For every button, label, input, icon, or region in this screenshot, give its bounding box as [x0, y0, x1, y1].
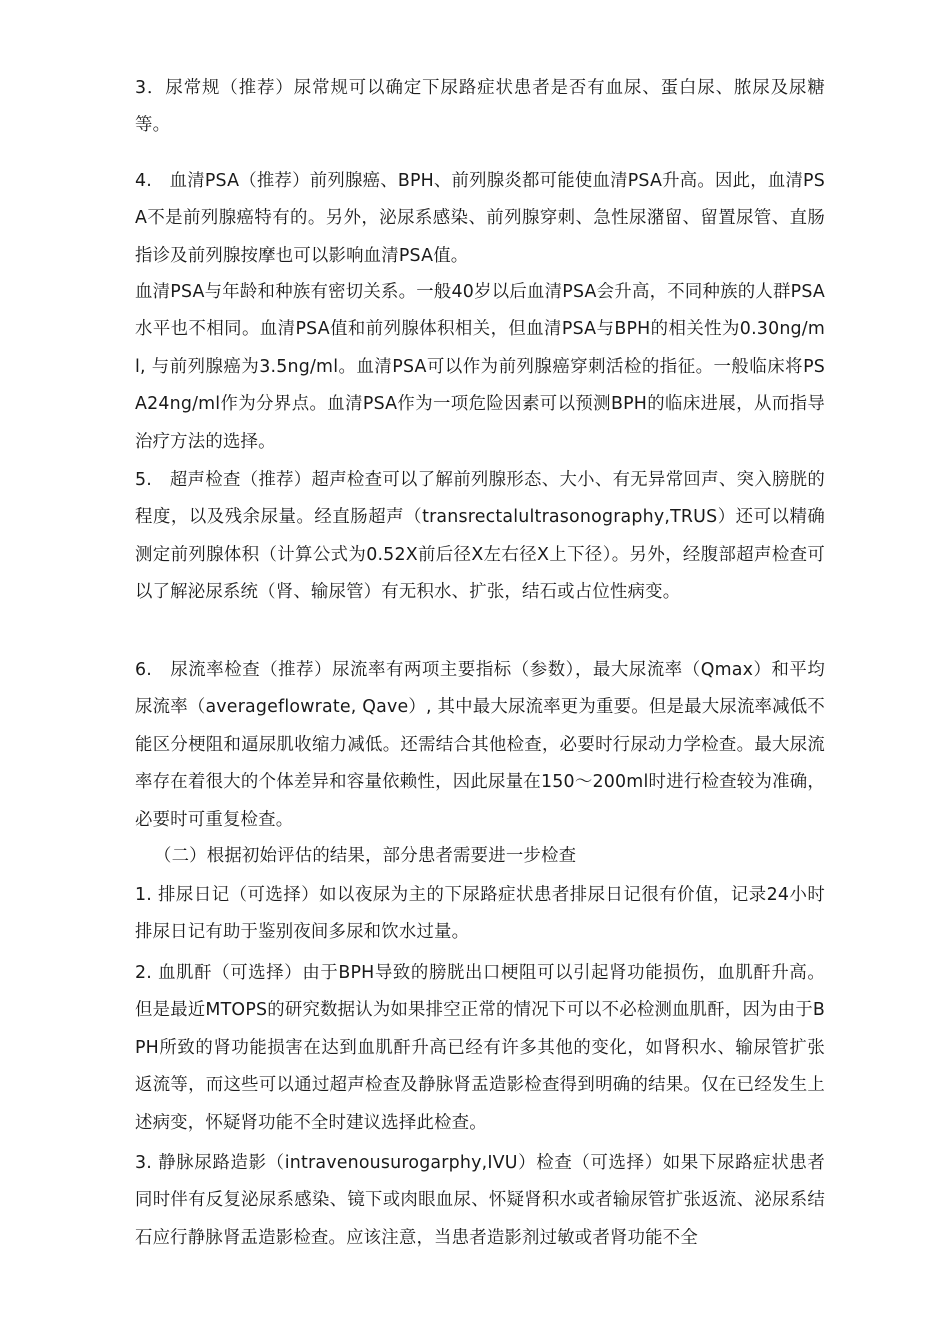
paragraph-ivu: 3. 静脉尿路造影（intravenousurogarphy,IVU）检查（可选择）如果下尿路症状患者同时伴有反复泌尿系感染、镜下或肉眼血尿、怀疑肾积水或者输尿管扩张返流、泌尿系结石应行静脉肾盂造影检查。应该注意，当患者造影剂过敏或者肾功能不全	[135, 1153, 825, 1248]
paragraph-psa-age-race: 血清PSA与年龄和种族有密切关系。一般40岁以后血清PSA会升高，不同种族的人群PSA水平也不相同。血清PSA值和前列腺体积相关，但血清PSA与BPH的相关性为0.30ng/ml, 与前列腺癌为3.5ng/ml。血清PSA可以作为前列腺癌穿刺活检的指征。一般临床将PSA24ng/ml作为分界点。血清PSA作为一项危险因素可以预测BPH的临床进展，从而指导治疗方法的选择。	[135, 282, 825, 452]
section-heading-further-exams: （二）根据初始评估的结果，部分患者需要进一步检查	[154, 846, 577, 866]
paragraph-serum-creatinine: 2. 血肌酐（可选择）由于BPH导致的膀胱出口梗阻可以引起肾功能损伤，血肌酐升高。但是最近MTOPS的研究数据认为如果排空正常的情况下可以不必检测血肌酐，因为由于BPH所致的肾功能损害在达到血肌酐升高已经有许多其他的变化，如肾积水、输尿管扩张返流等，而这些可以通过超声检查及静脉肾盂造影检查得到明确的结果。仅在已经发生上述病变，怀疑肾功能不全时建议选择此检查。	[135, 963, 825, 1133]
paragraph-uroflowmetry: 6. 尿流率检查（推荐）尿流率有两项主要指标（参数），最大尿流率（Qmax）和平均尿流率（averageflowrate, Qave）, 其中最大尿流率更为重要。但是最大尿流率减低不能区分梗阻和逼尿肌收缩力减低。还需结合其他检查，必要时行尿动力学检查。最大尿流率存在着很大的个体差异和容量依赖性，因此尿量在150〜200ml时进行检查较为准确，必要时可重复检查。	[135, 660, 825, 830]
paragraph-serum-psa: 4. 血清PSA（推荐）前列腺癌、BPH、前列腺炎都可能使血清PSA升高。因此，血清PSA不是前列腺癌特有的。另外，泌尿系感染、前列腺穿刺、急性尿潴留、留置尿管、直肠指诊及前列腺按摩也可以影响血清PSA值。	[135, 171, 825, 266]
paragraph-voiding-diary: 1. 排尿日记（可选择）如以夜尿为主的下尿路症状患者排尿日记很有价值，记录24小时排尿日记有助于鉴别夜间多尿和饮水过量。	[135, 885, 825, 943]
paragraph-ultrasound: 5. 超声检查（推荐）超声检查可以了解前列腺形态、大小、有无异常回声、突入膀胱的程度，以及残余尿量。经直肠超声（transrectalultrasonography,TRUS）还可以精确测定前列腺体积（计算公式为0.52X前后径X左右径X上下径）。另外，经腹部超声检查可以了解泌尿系统（肾、输尿管）有无积水、扩张，结石或占位性病变。	[135, 470, 825, 603]
paragraph-urinalysis: 3．尿常规（推荐）尿常规可以确定下尿路症状患者是否有血尿、蛋白尿、脓尿及尿糖等。	[135, 78, 825, 136]
